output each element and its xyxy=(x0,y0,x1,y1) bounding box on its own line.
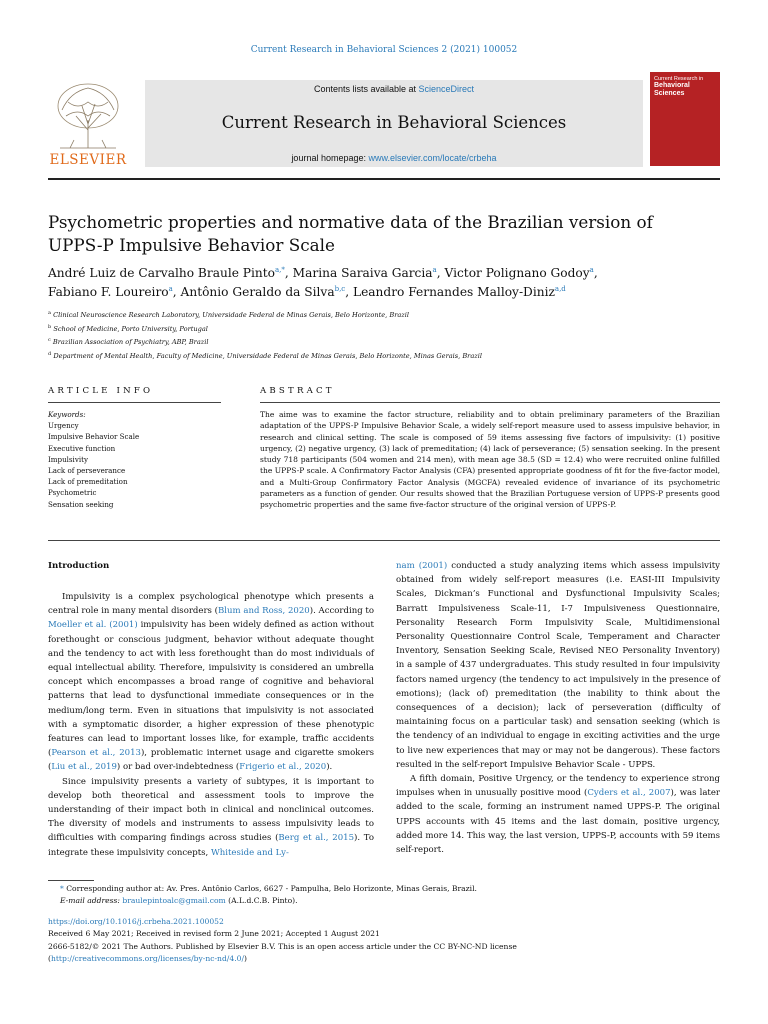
author-affiliation-mark[interactable]: a,d xyxy=(554,284,566,293)
keyword-item: Lack of premeditation xyxy=(48,477,128,487)
abstract-bottom-rule xyxy=(48,540,720,541)
author-affiliation-mark[interactable]: a xyxy=(432,265,437,274)
affiliation-item: $^d$ Department of Mental Health, Faculty of Medicine, Universidade Federal de Minas Gerais, Belo Horizonte, Minas Gerais, Brazil xyxy=(48,351,482,361)
cover-title-line-2: Behavioral xyxy=(654,82,690,89)
introduction-heading: Introduction xyxy=(48,561,110,571)
article-title: Psychometric properties and normative data of the Brazilian version of UPPS-P Impulsive Behavior Scale xyxy=(48,212,653,255)
body-column-left xyxy=(48,590,374,860)
sciencedirect-link[interactable]: ScienceDirect xyxy=(418,84,475,94)
journal-citation[interactable]: Current Research in Behavioral Sciences 2 (2021) 100052 xyxy=(250,45,518,55)
citation-link[interactable]: Liu et al., 2019 xyxy=(51,762,117,773)
author-name: André Luiz de Carvalho Braule Pinto xyxy=(48,266,275,280)
homepage-prefix: journal homepage: xyxy=(291,153,369,163)
journal-homepage xyxy=(145,153,643,163)
body-column-right xyxy=(396,559,720,857)
contents-availability xyxy=(145,84,643,94)
cover-title-line-1: Current Research in xyxy=(654,76,704,82)
article-info-rule xyxy=(48,402,221,403)
keyword-item: Lack of perseverance xyxy=(48,466,126,476)
paragraph: nam (2001) conducted a study analyzing items which assess impulsivity obtained from widely self-report measures (i.e. EASI-III Impulsivity Scales, Dickman’s Functional and Dysfunctional Impulsivity Scales; Barratt Impulsiveness Scale-11, I-7 Impulsiveness Questionnaire, Personality Research Form Impulsivity Scale, Multidimensional Personality Questionnaire Control Scale, Temperament and Character Inventory, Sensation Seeking Scale, Revised NEO Personality Inventory) in a sample of 437 undergraduates. This study resulted in four impulsivity factors named urgency (the tendency to act impulsively in the presence of emotions); (lack of) premeditation (the inability to think about the consequences of a decision); lack of perseveration (difficulty of maintaining focus on a particular task) and sensation seeking (which is the tendency of an individual to engage in exciting activities and the urge to live new experiences that may or may not be dangerous). These factors resulted in the self-report Impulsive Behavior Scale - UPPS. xyxy=(396,561,721,770)
paragraph: Impulsivity is a complex psychological phenotype which presents a central role in many mental disorders (Blum and Ross, 2020). According to Moeller et al. (2001) impulsivity has been widely defined as action without forethought or conscious judgment, behavior without adequate thought and the tendency to act with less forethought than do most individuals of equal intellectual ability. Therefore, impulsivity is considered an umbrella concept which encompasses a broad range of cognitive and behavioral patterns that lead to dysfunctional immediate consequences or in the medium/long term. Even in situations that impulsivity is not associated with a symptomatic disorder, a higher expression of these phenotypic features can lead to important losses like, for example, traffic accidents (Pearson et al., 2013), problematic internet usage and cigarette smokers (Liu et al., 2019) or bad over-indebtedness (Frigerio et al., 2020). xyxy=(48,592,374,773)
footnotes xyxy=(48,883,688,965)
abstract-heading: ABSTRACT xyxy=(260,386,335,396)
author-affiliation-mark[interactable]: a,* xyxy=(274,265,285,274)
author-list: André Luiz de Carvalho Braule Pinto$^{a,*}$, Marina Saraiva Garcia$^a$, Victor Polignano Godoy$^a$, Fabiano F. Loureiro$^a$, Antônio Geraldo da Silva$^{b,c}$, Leandro Fernandes Malloy-Diniz$^{a,d}$ xyxy=(48,265,598,299)
citation-link[interactable]: Blum and Ross, 2020 xyxy=(218,606,310,617)
keyword-item: Executive function xyxy=(48,443,116,453)
issn-license-note: 2666-5182/© 2021 The Authors. Published by Elsevier B.V. This is an open access article under the CC BY-NC-ND license xyxy=(48,941,517,951)
keyword-item: Urgency xyxy=(48,421,79,431)
article-info-heading: ARTICLE INFO xyxy=(48,386,154,396)
journal-title: Current Research in Behavioral Sciences xyxy=(221,113,567,132)
cover-title-line-3: Sciences xyxy=(654,90,685,97)
keyword-item: Sensation seeking xyxy=(48,499,114,509)
author-name: , Victor Polignano Godoy xyxy=(436,266,590,280)
affiliation-item: $^b$ School of Medicine, Porto University, Portugal xyxy=(48,323,208,333)
author-affiliation-mark[interactable]: a xyxy=(589,265,594,274)
affiliation-item: $^c$ Brazilian Association of Psychiatry, ABP, Brazil xyxy=(48,337,209,347)
elsevier-tree-logo xyxy=(48,80,128,166)
affiliation-list xyxy=(48,308,688,363)
paragraph: A fifth domain, Positive Urgency, or the tendency to experience strong impulses when in unusually positive mood (Cyders et al., 2007), was later added to the scale, forming an instrument named UPPS-P. The original UPPS accounts with 45 items and the last domain, positive urgency, added more 14. This way, the last version, UPPS-P, accounts with 59 items self-report. xyxy=(396,774,720,856)
email-note: E-mail address: braulepintoalc@gmail.com (A.L.d.C.B. Pinto). xyxy=(60,896,298,906)
elsevier-wordmark: ELSEVIER xyxy=(49,152,127,166)
doi-link[interactable]: https://doi.org/10.1016/j.crbeha.2021.100052 xyxy=(48,916,224,926)
citation-link[interactable]: Pearson et al., 2013 xyxy=(51,748,141,759)
license-line: (http://creativecommons.org/licenses/by-nc-nd/4.0/) xyxy=(48,954,247,964)
license-link[interactable]: http://creativecommons.org/licenses/by-nc-nd/4.0/ xyxy=(50,954,245,964)
citation-link[interactable]: Moeller et al. (2001) xyxy=(48,620,138,631)
keywords-block xyxy=(48,409,223,510)
keyword-item: Psychometric xyxy=(48,488,97,498)
header-divider xyxy=(48,178,720,180)
abstract-text: The aime was to examine the factor structure, reliability and to obtain preliminary parameters of the Brazilian adaptation of the UPPS-P Impulsive Behavior Scale, a widely self-report measure used to assess impulsive behavior, in research and clinical setting. The scale is composed of 59 items assessing five factors of impulsivity: (1) positive urgency, (2) negative urgency, (3) lack of premeditation; (4) lack of perseverance; (5) sensation seeking. In the present study 718 participants (504 women and 214 men), with mean age 38.5 (SD = 12.4) who were recruited online fulfilled the UPPS-P scale. A Confirmatory Factor Analysis (CFA) presented appropriate goodness of fit for the five-factor model, and a Multi-Group Confirmatory Factor Analysis (MGCFA) revealed evidence of invariance of its psychometric parameters as a function of gender. Our results showed that the Brazilian Portuguese version of UPPS-P presents good psychometric properties and the same five-factor structure of the original version of UPPS-P. xyxy=(260,410,720,510)
author-affiliation-mark[interactable]: b,c xyxy=(334,284,346,293)
corresponding-author-note: * Corresponding author at: Av. Pres. Antônio Carlos, 6627 - Pampulha, Belo Horizonte, Minas Gerais, Brazil. xyxy=(60,884,477,893)
email-link[interactable]: braulepintoalc@gmail.com xyxy=(122,896,226,906)
citation-link[interactable]: Cyders et al., 2007 xyxy=(587,788,671,799)
keyword-item: Impulsivity xyxy=(48,454,88,464)
author-affiliation-mark[interactable]: a xyxy=(168,284,173,293)
author-name: , Marina Saraiva Garcia xyxy=(284,266,433,280)
keywords-heading: Keywords: xyxy=(48,410,86,419)
footnote-divider xyxy=(48,880,94,881)
abstract-rule xyxy=(260,402,720,403)
paragraph: Since impulsivity presents a variety of subtypes, it is important to develop both theoretical and assessment tools to improve the understanding of their impact both in clinical and nonclinical outcomes. The diversity of models and instruments to assess impulsivity leads to difficulties with comparing findings across studies (Berg et al., 2015). To integrate these impulsivity concepts, Whiteside and Ly- xyxy=(48,776,374,858)
received-dates: Received 6 May 2021; Received in revised form 2 June 2021; Accepted 1 August 2021 xyxy=(48,929,380,939)
homepage-link[interactable]: www.elsevier.com/locate/crbeha xyxy=(368,153,497,163)
citation-link[interactable]: Whiteside and Ly- xyxy=(210,847,289,858)
citation-link[interactable]: nam (2001) xyxy=(396,561,448,571)
keyword-item: Impulsive Behavior Scale xyxy=(48,432,140,442)
contents-prefix: Contents lists available at xyxy=(313,84,419,94)
citation-link[interactable]: Frigerio et al., 2020 xyxy=(239,762,327,773)
author-name: , Antônio Geraldo da Silva xyxy=(172,285,335,299)
journal-cover-thumbnail[interactable] xyxy=(650,72,720,166)
author-name: Fabiano F. Loureiro xyxy=(48,285,169,299)
author-name: , Leandro Fernandes Malloy-Diniz xyxy=(345,285,555,299)
citation-link[interactable]: Berg et al., 2015 xyxy=(278,833,355,844)
affiliation-item: $^a$ Clinical Neuroscience Research Laboratory, Universidade Federal de Minas Gerais, Belo Horizonte, Brazil xyxy=(48,310,409,320)
